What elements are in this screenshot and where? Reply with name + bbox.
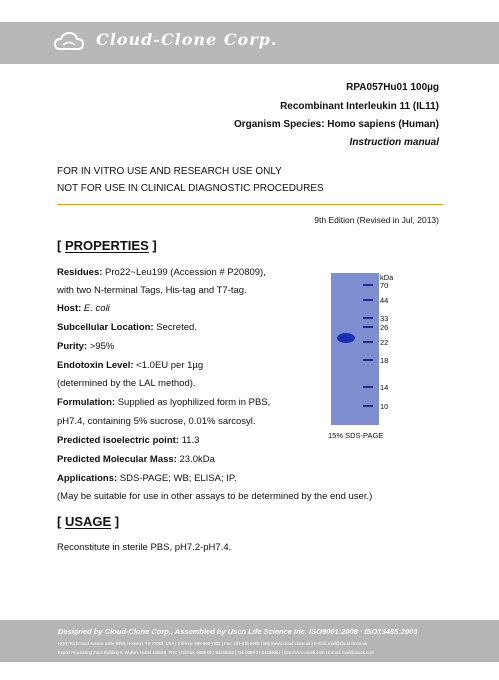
host-label: Host:	[57, 303, 82, 314]
properties-heading	[57, 238, 157, 253]
marker-label: 14	[380, 383, 389, 392]
footer-contact-china: Export Processing Zone Building 6, Wuhan, Hubei 430056, PRC | Tel/Fax: 0086-027-84259552 | Tel: 0086-27-84259051 | http://www.uscnk.com | E-mail: mail@uscnk.com	[58, 650, 375, 655]
notice-not-clinical: NOT FOR USE IN CLINICAL DIAGNOSTIC PROCEDURES	[57, 183, 324, 194]
residues-cont: with two N-terminal Tags, His-tag and T7-tag.	[57, 285, 247, 296]
applications-label: Applications:	[57, 473, 118, 484]
kda-unit-label: kDa	[380, 273, 394, 282]
ladder-band	[363, 405, 373, 407]
usage-heading	[57, 514, 119, 529]
endotoxin-line	[57, 360, 203, 371]
marker-label: 70	[380, 281, 389, 290]
marker-label: 22	[380, 338, 389, 347]
ladder-band	[363, 299, 373, 301]
heading-bracket-open: [	[57, 238, 65, 253]
endotoxin-label: Endotoxin Level:	[57, 360, 134, 371]
subcellular-line	[57, 322, 197, 333]
host-line	[57, 303, 110, 314]
purity-line	[57, 341, 114, 352]
gel-caption: 15% SDS-PAGE	[328, 431, 384, 440]
molecular-mass-value: 23.0kDa	[176, 454, 215, 465]
heading-bracket-close: ]	[148, 238, 157, 253]
residues-label: Residues:	[57, 267, 103, 278]
properties-heading-text: PROPERTIES	[64, 238, 149, 253]
notice-research-only: FOR IN VITRO USE AND RESEARCH USE ONLY	[57, 166, 282, 177]
applications-value: SDS-PAGE; WB; ELISA; IP.	[117, 473, 237, 484]
applications-line	[57, 473, 237, 484]
ladder-band	[363, 326, 373, 328]
cloud-logo-icon	[54, 29, 84, 55]
usage-heading-text: USAGE	[64, 514, 112, 529]
formulation-label: Formulation:	[57, 397, 116, 408]
isoelectric-value: 11.3	[178, 435, 200, 446]
formulation-cont: pH7.4, containing 5% sucrose, 0.01% sarcosyl.	[57, 416, 256, 427]
applications-note: (May be suitable for use in other assays to be determined by the end user.)	[57, 491, 373, 502]
ladder-band	[363, 317, 373, 319]
footer-contact-us: HQ/T: Richmond Avenue Suite 8956, Houston, TX 77082, USA | Toll-free: 888-960-7402 | Fax: 281-815-5589 | http://www.cloud-clone.us | E-mail: mail@cloud-clone.us	[58, 641, 367, 646]
heading-bracket-close: ]	[111, 514, 120, 529]
divider-line	[57, 204, 443, 205]
usage-text: Reconstitute in sterile PBS, pH7.2-pH7.4.	[57, 542, 232, 553]
isoelectric-line	[57, 435, 199, 446]
marker-label: 26	[380, 323, 389, 332]
product-name: Recombinant Interleukin 11 (IL11)	[280, 101, 439, 112]
company-name: Cloud-Clone Corp.	[96, 30, 278, 49]
sample-band	[337, 333, 355, 343]
marker-label: 18	[380, 356, 389, 365]
formulation-line	[57, 397, 270, 408]
footer-credits: Designed by Cloud-Clone Corp., Assembled by Uscn Life Science Inc. ISO9001:2008 · ISO13485:2003	[58, 627, 418, 636]
endotoxin-value: <1.0EU per 1µg	[133, 360, 204, 371]
ladder-band	[363, 386, 373, 388]
residues-line	[57, 267, 266, 278]
endotoxin-cont: (determined by the LAL method).	[57, 378, 196, 389]
subcellular-value: Secreted.	[153, 322, 197, 333]
subcellular-label: Subcellular Location:	[57, 322, 154, 333]
product-code: RPA057Hu01 100µg	[346, 82, 439, 93]
purity-value: >95%	[87, 341, 115, 352]
formulation-value: Supplied as lyophilized form in PBS,	[115, 397, 271, 408]
ladder-band	[363, 284, 373, 286]
organism-species: Organism Species: Homo sapiens (Human)	[233, 119, 439, 130]
molecular-mass-label: Predicted Molecular Mass:	[57, 454, 177, 465]
heading-bracket-open: [	[57, 514, 65, 529]
sds-page-gel-image	[331, 273, 379, 425]
marker-label: 44	[380, 296, 389, 305]
purity-label: Purity:	[57, 341, 88, 352]
marker-label: 33	[380, 314, 389, 323]
edition-note: 9th Edition (Revised in Jul, 2013)	[314, 215, 439, 225]
doc-type: Instruction manual	[349, 137, 439, 148]
host-value: E. coli	[83, 303, 110, 314]
molecular-mass-line	[57, 454, 215, 465]
ladder-band	[363, 359, 373, 361]
residues-value: Pro22~Leu199 (Accession # P20809),	[102, 267, 266, 278]
ladder-band	[363, 341, 373, 343]
isoelectric-label: Predicted isoelectric point:	[57, 435, 179, 446]
marker-label: 10	[380, 402, 389, 411]
